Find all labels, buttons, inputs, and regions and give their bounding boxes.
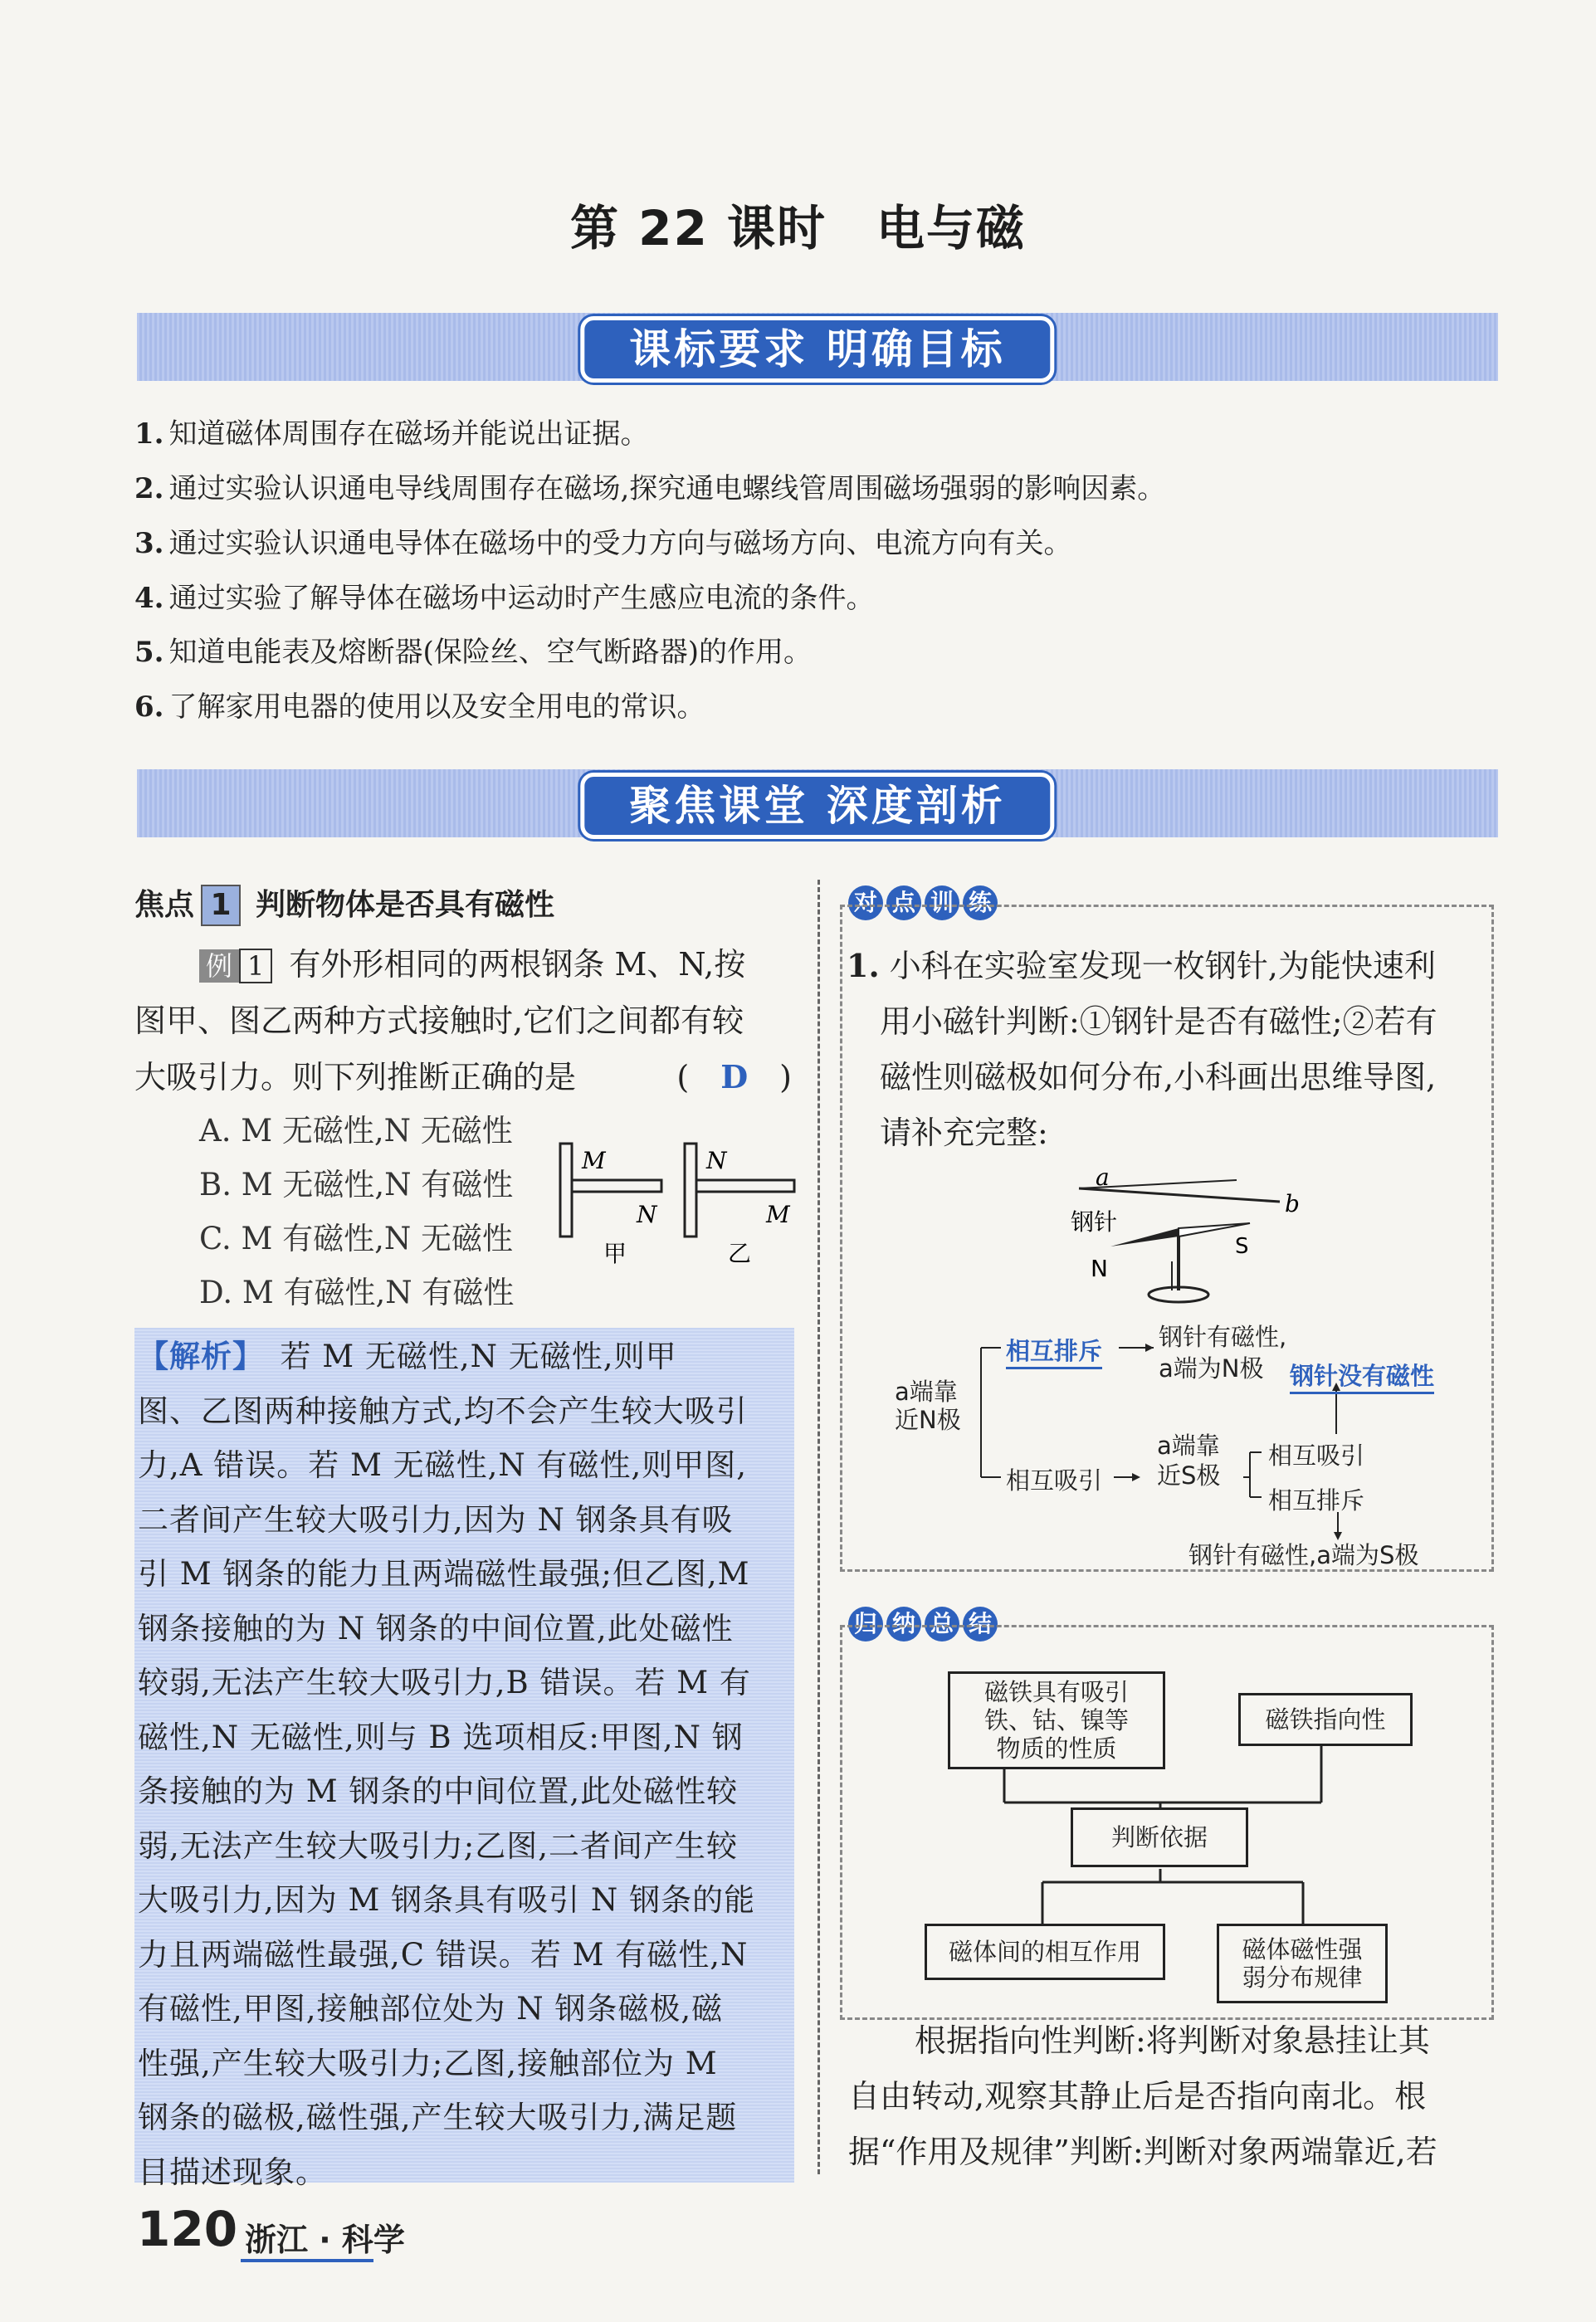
label-yi: 乙 bbox=[728, 1240, 752, 1267]
objective-item: 1. 知道磁体周围存在磁场并能说出证据。 bbox=[134, 417, 649, 451]
bar-n-vertical bbox=[685, 1144, 696, 1237]
mm-result1: 钢针有磁性, a端为N极 bbox=[1159, 1323, 1287, 1383]
summary-box-center: 判断依据 bbox=[1071, 1807, 1248, 1867]
label-m: M bbox=[766, 1201, 790, 1228]
section-band-focus bbox=[137, 769, 1498, 837]
label-jia: 甲 bbox=[603, 1240, 627, 1267]
mm-attract: 相互吸引 bbox=[1006, 1466, 1103, 1495]
mm-start: a端靠 近N极 bbox=[895, 1378, 961, 1434]
mm-attract2: 相互吸引 bbox=[1268, 1441, 1365, 1470]
objective-item: 4. 通过实验了解导体在磁场中运动时产生感应电流的条件。 bbox=[134, 582, 875, 615]
analysis-block: 【解析】 若 M 无磁性,N 无磁性,则甲 图、乙图两种接触方式,均不会产生较大吸引 力,A 错误。若 M 无磁性,N 有磁性,则甲图, 二者间产生较大吸引力,因为 N 钢条具有吸 引 M 钢条的能力且两端磁性最强;但乙图,M 钢条接触的为 N 钢条的中间位置,此处磁性 较弱,无法产生较大吸引力,B 错误。若 M 有 磁性,N 无磁性,则与 B 选项相反:甲图,N 钢 条接触的为 M 钢条的中间位置,此处磁性较 弱,无法产生较大吸引力;乙图,二者间产生较 大吸引力,因为 M 钢条具有吸引 N 钢条的能 力且两端磁性最强,C 错误。若 M 有磁性,N 有磁性,甲图,接触部位处为 N 钢条磁极,磁 性强,产生较大吸引力;乙图,接触部位为 M 钢条的磁极,磁性强,产生较大吸引力,满足题 目描述现象。 bbox=[134, 1328, 794, 2183]
mm-repel: 相互排斥 bbox=[1006, 1333, 1102, 1369]
needle-figure bbox=[1054, 1170, 1320, 1320]
training-question: 1. 小科在实验室发现一枚钢针,为能快速利 用小磁针判断:①钢针是否有磁性;②若有 磁性则磁极如何分布,小科画出思维导图, 请补充完整: bbox=[847, 947, 1437, 1151]
footer-underline bbox=[241, 2259, 373, 2262]
page-number: 120 bbox=[137, 2201, 238, 2257]
compass-n bbox=[1110, 1228, 1179, 1246]
option-b: B. M 无磁性,N 有磁性 bbox=[199, 1167, 514, 1202]
option-c: C. M 有磁性,N 无磁性 bbox=[199, 1221, 514, 1256]
bars-figure bbox=[552, 1137, 801, 1278]
mm-repel2: 相互排斥 bbox=[1268, 1486, 1365, 1515]
example-question: 例 1 有外形相同的两根钢条 M、N,按 图甲、图乙两种方式接触时,它们之间都有较 大吸引力。则下列推断正确的是 ( D ) bbox=[134, 936, 792, 1105]
svg-text:N: N bbox=[1091, 1255, 1108, 1282]
label-n: N bbox=[637, 1201, 657, 1228]
option-a: A. M 无磁性,N 无磁性 bbox=[199, 1113, 513, 1149]
objective-item: 6. 了解家用电器的使用以及安全用电的常识。 bbox=[134, 690, 705, 724]
section-label: 聚焦课堂 深度剖析 bbox=[580, 773, 1054, 839]
summary-text: 根据指向性判断:将判断对象悬挂让其 自由转动,观察其静止后是否指向南北。根 据“作用及规律”判断:判断对象两端靠近,若 bbox=[848, 2022, 1437, 2170]
training-tags: 对 点 训 练 bbox=[848, 885, 998, 920]
summary-box-distribution: 磁体磁性强 弱分布规律 bbox=[1217, 1924, 1388, 2003]
bar-m-horizontal bbox=[696, 1180, 794, 1192]
bar-m-vertical bbox=[560, 1144, 572, 1237]
summary-box-interaction: 磁体间的相互作用 bbox=[925, 1924, 1165, 1980]
focus-heading: 焦点 1 判断物体是否具有磁性 bbox=[134, 881, 554, 926]
svg-text:钢针: 钢针 bbox=[1071, 1208, 1118, 1236]
analysis-head: 【解析】 bbox=[138, 1338, 249, 1374]
answer-letter: D bbox=[720, 1058, 749, 1095]
summary-box-direction: 磁铁指向性 bbox=[1238, 1693, 1413, 1746]
bar-n-horizontal bbox=[572, 1180, 661, 1192]
svg-text:S: S bbox=[1235, 1234, 1249, 1259]
mm-mid: a端靠 近S极 bbox=[1157, 1432, 1221, 1490]
section-band-objectives bbox=[137, 313, 1498, 381]
svg-text:a: a bbox=[1096, 1170, 1110, 1191]
example-number: 1 bbox=[239, 949, 272, 983]
mm-result2: 钢针有磁性,a端为S极 bbox=[1188, 1541, 1419, 1569]
mm-answer-blank: 钢针没有磁性 bbox=[1290, 1358, 1434, 1394]
answer-bracket: ( D ) bbox=[676, 1058, 792, 1095]
objective-item: 3. 通过实验认识通电导体在磁场中的受力方向与磁场方向、电流方向有关。 bbox=[134, 527, 1072, 560]
option-d: D. M 有磁性,N 有磁性 bbox=[199, 1275, 515, 1310]
objective-item: 2. 通过实验认识通电导线周围存在磁场,探究通电螺线管周围磁场强弱的影响因素。 bbox=[134, 472, 1166, 505]
example-tag: 例 bbox=[199, 949, 239, 983]
svg-text:b: b bbox=[1285, 1190, 1300, 1217]
summary-box-attract-property: 磁铁具有吸引 铁、钴、镍等 物质的性质 bbox=[948, 1671, 1165, 1769]
page-title: 第 22 课时 电与磁 bbox=[569, 200, 1027, 256]
objective-item: 5. 知道电能表及熔断器(保险丝、空气断路器)的作用。 bbox=[134, 636, 813, 669]
label-m: M bbox=[582, 1147, 606, 1174]
footer-subtitle: 浙江 · 科学 bbox=[245, 2222, 405, 2258]
focus-number: 1 bbox=[201, 885, 241, 926]
label-n: N bbox=[706, 1147, 727, 1174]
section-label: 课标要求 明确目标 bbox=[580, 316, 1054, 383]
column-divider bbox=[818, 880, 820, 2174]
summary-tags: 归 纳 总 结 bbox=[848, 1607, 998, 1641]
